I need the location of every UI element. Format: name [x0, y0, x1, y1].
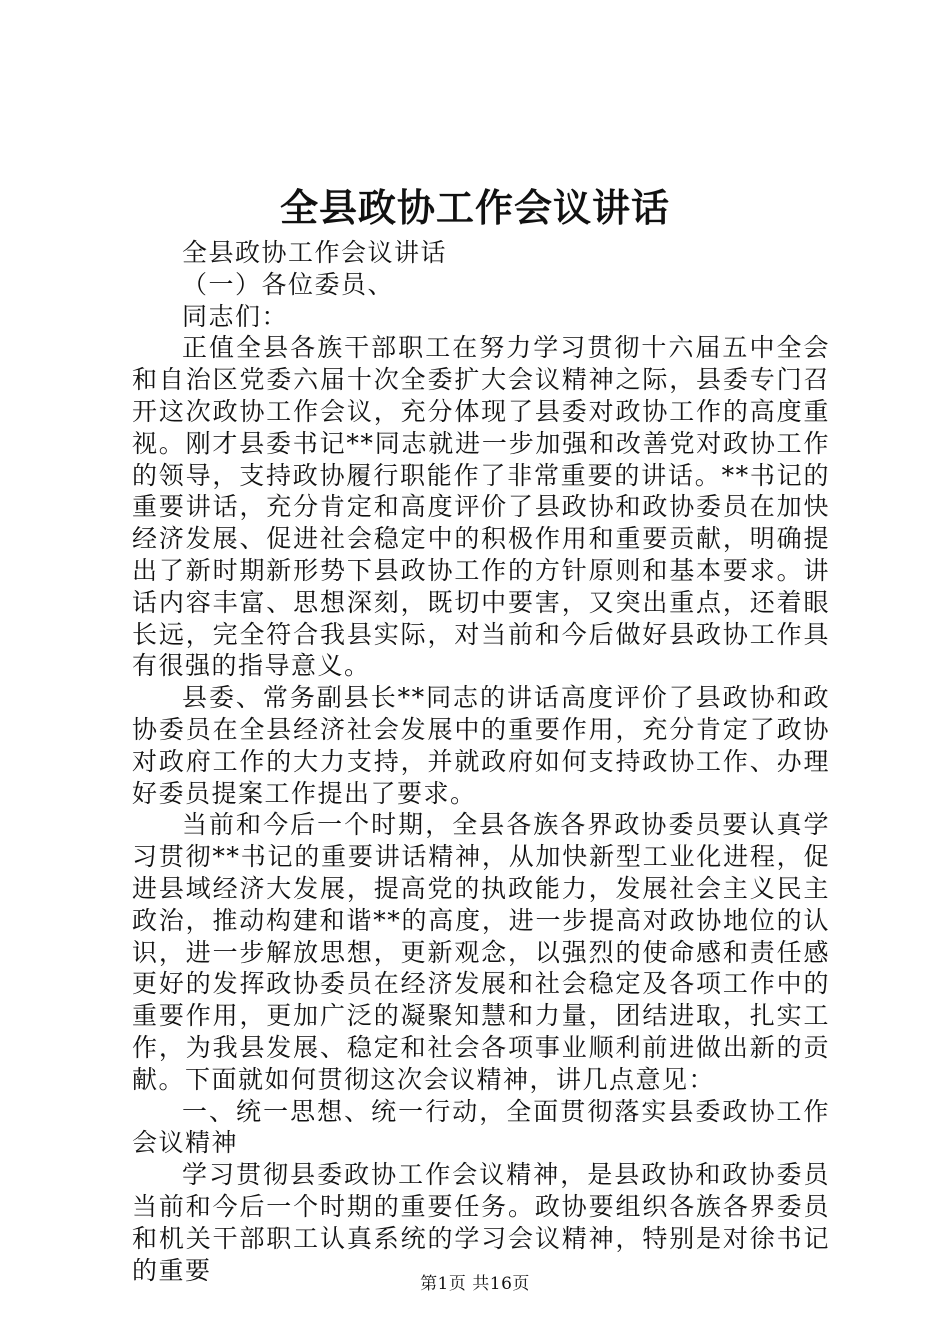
paragraph: 当前和今后一个时期，全县各族各界政协委员要认真学习贯彻**书记的重要讲话精神，从加快新型工业化进程，促进县域经济大发展，提高党的执政能力，发展社会主义民主政治，推动构建和谐**的高度，进一步提高对政协地位的认识，进一步解放思想，更新观念，以强烈的使命感和责任感更好的发挥政协委员在经济发展和社会稳定及各项工作中的重要作用，更加广泛的凝聚知慧和力量，团结进取，扎实工作，为我县发展、稳定和社会各项事业顺利前进做出新的贡献。下面就如何贯彻这次会议精神，讲几点意见： [132, 810, 830, 1094]
page-footer: 第1页 共16页 [420, 1274, 530, 1294]
document-title: 全县政协工作会议讲话 [279, 185, 670, 230]
paragraph-salutation: 同志们： [182, 301, 289, 331]
paragraph-section-number: （一）各位委员、 [182, 269, 395, 299]
section-heading: 一、统一思想、统一行动，全面贯彻落实县委政协工作会议精神 [132, 1096, 830, 1158]
paragraph: 正值全县各族干部职工在努力学习贯彻十六届五中全会和自治区党委六届十次全委扩大会议精神之际，县委专门召开这次政协工作会议，充分体现了县委对政协工作的高度重视。刚才县委书记**同志就进一步加强和改善党对政协工作的领导，支持政协履行职能作了非常重要的讲话。**书记的重要讲话，充分肯定和高度评价了县政协和政协委员在加快经济发展、促进社会稳定中的积极作用和重要贡献，明确提出了新时期新形势下县政协工作的方针原则和基本要求。讲话内容丰富、思想深刻，既切中要害，又突出重点，还着眼长远，完全符合我县实际，对当前和今后做好县政协工作具有很强的指导意义。 [132, 333, 830, 681]
paragraph: 学习贯彻县委政协工作会议精神，是县政协和政协委员当前和今后一个时期的重要任务。政协要组织各族各界委员和机关干部职工认真系统的学习会议精神，特别是对徐书记的重要 [132, 1160, 830, 1285]
paragraph-subtitle: 全县政协工作会议讲话 [182, 238, 448, 267]
paragraph: 县委、常务副县长**同志的讲话高度评价了县政协和政协委员在全县经济社会发展中的重要作用，充分肯定了政协对政府工作的大力支持，并就政府如何支持政协工作、办理好委员提案工作提出了要求。 [132, 683, 830, 808]
document-body [132, 237, 830, 1286]
